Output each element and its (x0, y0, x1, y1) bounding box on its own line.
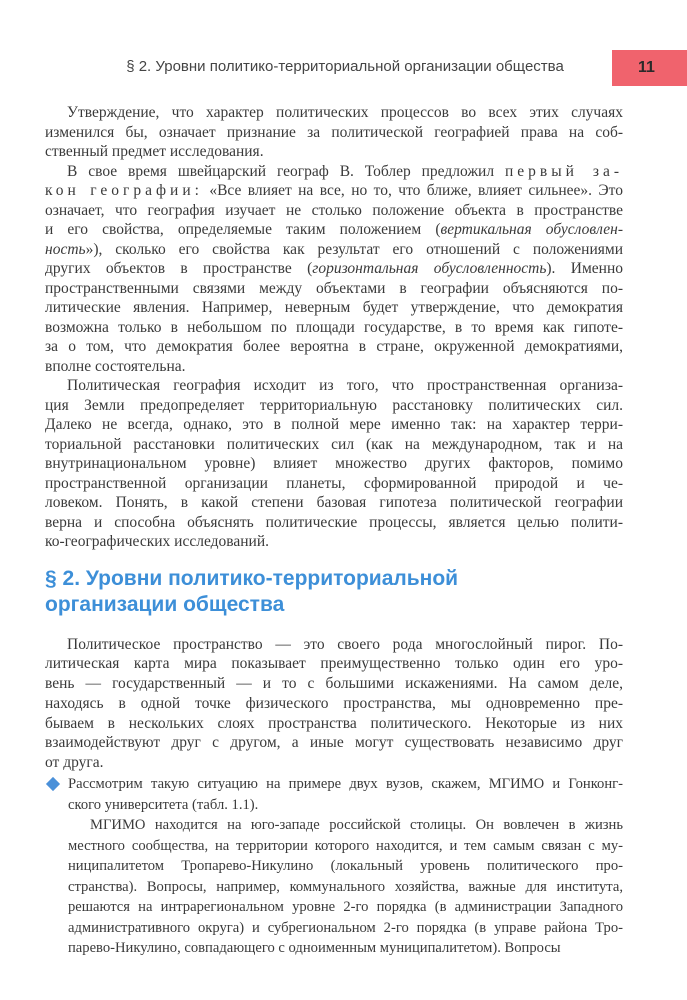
text-segment: взаимодействуют друг с другом, а иные могут существовать независимо друг (45, 734, 623, 752)
text-line (45, 532, 623, 552)
text-segment: означает, что география изучает не столько положение объекта в пространстве (45, 201, 623, 219)
text-line (45, 454, 623, 474)
text-segment: других объектов в пространстве ( (45, 260, 313, 277)
text-line (45, 318, 623, 338)
text-segment: литическая карта мира показывает преимущественно только один его уро- (45, 655, 623, 673)
text-line (45, 181, 623, 201)
text-line (45, 474, 623, 494)
text-segment: ственный предмет исследования. (45, 143, 264, 160)
text-line (45, 674, 623, 694)
text-line (45, 635, 623, 655)
text-line (45, 240, 623, 260)
text-line (45, 162, 623, 182)
text-line (45, 733, 623, 753)
text-line (68, 897, 623, 918)
text-line (68, 938, 623, 959)
text-line (45, 142, 623, 162)
text-line (68, 795, 623, 816)
text-line (45, 654, 623, 674)
text-segment: верна и способна объяснять политические процессы, является целью полити- (45, 513, 623, 531)
text-segment: Рассмотрим такую ситуацию на примере двух вузов, скажем, МГИМО и Гонконг- (68, 776, 623, 793)
italic-text: горизонтальная обусловленность (312, 260, 547, 277)
text-segment: «Все влияет на все, но то, что ближе, влияет сильнее». Это (202, 182, 623, 199)
text-line (45, 415, 623, 435)
paragraph (45, 162, 623, 377)
text-segment: Далеко не всегда, однако, это в полной мере именно так: на характер терри- (45, 416, 623, 433)
text-segment: странства). Вопросы, например, коммунального хозяйства, важные для института, (68, 878, 623, 895)
text-segment: пространственной организации планеты, сформированной природой и че- (45, 474, 623, 492)
text-segment: литические явления. Например, неверным будет утверждение, что демократия (45, 299, 623, 316)
page-number: 11 (612, 50, 687, 86)
text-segment: за о том, что демократия более вероятна в стране, окруженной демократиями, (45, 338, 623, 355)
text-line (45, 103, 623, 123)
running-header: § 2. Уровни политико-территориальной организации общества (126, 58, 564, 75)
section-heading-line: организации общества (45, 592, 285, 616)
page-body (45, 103, 623, 959)
text-segment: ловеком. Понять, в какой степени базовая гипотеза политической географии (45, 494, 623, 511)
text-line (45, 201, 623, 221)
text-segment: ция Земли предопределяет территориальную расстановку политических сил. (45, 396, 623, 414)
text-segment: Политическая география исходит из того, что пространственная организа- (67, 377, 623, 394)
text-line (45, 435, 623, 455)
text-segment: ниципалитетом Тропарево-Никулино (локальный уровень политического про- (68, 858, 623, 875)
text-segment: изменился бы, означает признание за политической географией права на соб- (45, 123, 623, 141)
text-line (45, 714, 623, 734)
italic-text: вертикальная обусловлен- (440, 221, 623, 238)
text-segment: возможна только в небольшом по площади государстве, в то время как гипоте- (45, 318, 623, 336)
text-segment: административного округа) и субрегиональном 2-го порядка (в управе района Тро- (68, 919, 623, 936)
text-segment: решаются на интрарегиональном уровне 2-го порядка (в администрации Западного (68, 899, 623, 916)
text-segment: вполне состоятельна. (45, 357, 186, 375)
text-line (68, 918, 623, 939)
text-line (45, 220, 623, 240)
text-line (45, 513, 623, 533)
text-line (68, 774, 623, 795)
text-segment: ториальной расстановки политических сил (как на международном, так и на (45, 435, 623, 453)
text-line (45, 279, 623, 299)
text-segment: В свое время швейцарский географ В. Тоблер предложил (67, 162, 505, 180)
text-segment: ского университета (табл. 1.1). (68, 796, 259, 813)
text-line (45, 259, 623, 279)
example-wrapper (45, 774, 623, 959)
text-line (45, 298, 623, 318)
text-segment: внутринациональном уровне) влияет множество других факторов, помимо (45, 455, 623, 472)
spaced-emphasis-text: кон географии: (45, 182, 203, 199)
text-segment: и его свойства, определяемые таким положением ( (45, 221, 441, 238)
paragraph (45, 635, 623, 774)
text-line (45, 694, 623, 714)
paragraph (45, 376, 623, 552)
text-line (45, 753, 623, 773)
text-line (45, 396, 623, 416)
text-line (45, 123, 623, 143)
text-segment: бываем в нескольких слоях пространства политического. Некоторые из них (45, 714, 623, 732)
bullet-diamond-icon (46, 777, 60, 791)
text-segment: вень — государственный — и то с большими искажениями. На самом деле, (45, 675, 623, 693)
example-block (68, 774, 623, 959)
section-heading-line: § 2. Уровни политико-территориальной (45, 566, 459, 590)
text-segment: »), сколько его свойства как результат его отношений с положениями (85, 240, 623, 258)
text-segment: пространственными связями между объектами в географии объясняются по- (45, 279, 623, 297)
paragraph (45, 103, 623, 162)
text-segment: ко-географических исследований. (45, 533, 270, 550)
italic-text: ность (45, 240, 86, 258)
text-segment: от друга. (45, 754, 104, 772)
example-body (68, 815, 623, 959)
text-segment: парево-Никулино, совпадающего с одноименным муниципалитетом). Вопросы (68, 940, 561, 957)
text-line (68, 856, 623, 877)
spaced-emphasis-text: первый за- (504, 162, 623, 180)
text-segment: Политическое пространство — это своего рода многослойный пирог. По- (67, 635, 623, 653)
text-segment: МГИМО находится на юго-западе российской столицы. Он вовлечен в жизнь (90, 817, 623, 834)
text-line (45, 337, 623, 357)
text-segment: находясь в одной точке физического пространства, мы одновременно пре- (45, 694, 623, 712)
text-line (45, 376, 623, 396)
text-line (68, 815, 623, 836)
text-segment: местного сообщества, на территории которого находится, и тем самым связан с му- (68, 837, 623, 854)
text-segment: Утверждение, что характер политических процессов во всех этих случаях (67, 104, 623, 121)
section-heading (45, 566, 623, 618)
text-line (45, 357, 623, 377)
text-line (45, 493, 623, 513)
text-line (68, 836, 623, 857)
text-segment: ). Именно (546, 260, 623, 277)
text-line (68, 877, 623, 898)
